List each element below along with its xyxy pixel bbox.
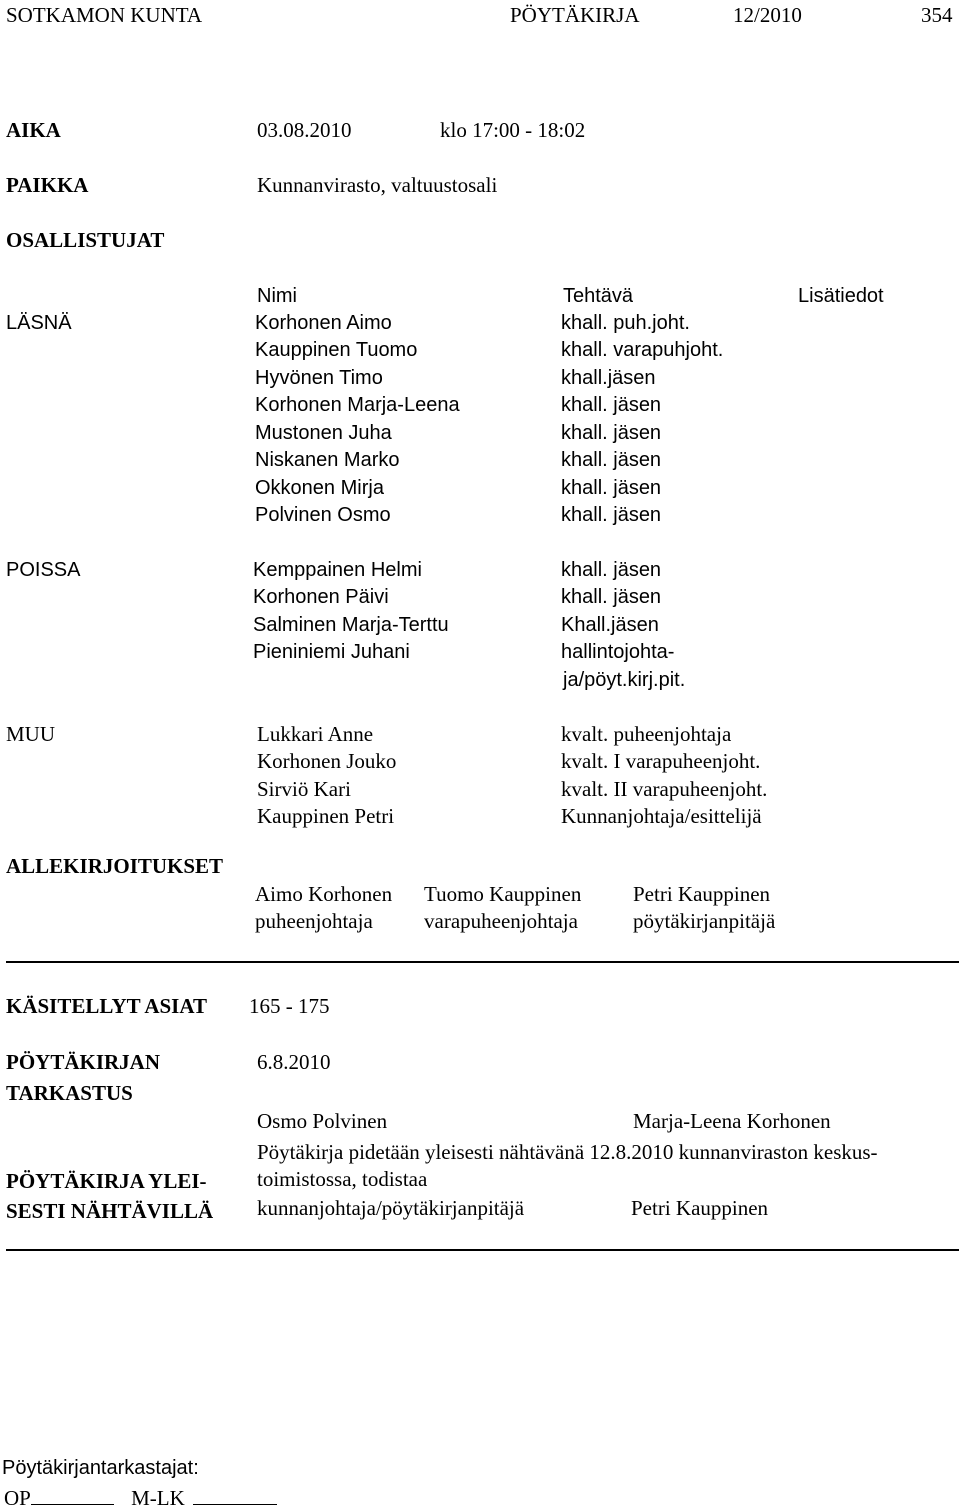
reviewers-label: Pöytäkirjantarkastajat: [2,1457,199,1479]
absent-role: Khall.jäsen [561,614,659,636]
page-number: 354 [921,3,953,27]
absent-label: POISSA [6,559,81,581]
section-divider [6,961,959,963]
present-role: khall. jäsen [561,449,662,471]
matters-label: KÄSITELLYT ASIAT [6,994,207,1018]
present-name: Kauppinen Tuomo [255,339,418,361]
column-header-role: Tehtävä [563,285,634,307]
absent-name: Kemppainen Helmi [253,559,422,581]
signature-title: varapuheenjohtaja [424,909,578,933]
absent-role: hallintojohta- [561,641,675,663]
initials-mlk: M-LK [131,1486,185,1510]
participants-heading: OSALLISTUJAT [6,228,165,252]
present-role: khall. jäsen [561,422,662,444]
present-label: LÄSNÄ [6,312,72,334]
present-name: Polvinen Osmo [255,504,391,526]
public-text-line2: toimistossa, todistaa [257,1167,428,1191]
document-type: PÖYTÄKIRJA [510,3,640,27]
signature-title: puheenjohtaja [255,909,373,933]
review-label-line1: PÖYTÄKIRJAN [6,1050,161,1074]
meeting-date: 03.08.2010 [257,118,352,142]
other-role: kvalt. I varapuheenjoht. [561,749,761,773]
organization-name: SOTKAMON KUNTA [6,3,203,27]
column-header-name: Nimi [257,285,297,307]
initials-op: OP [4,1486,31,1510]
section-divider [6,1249,959,1251]
present-role: khall. jäsen [561,394,662,416]
public-label-line1: PÖYTÄKIRJA YLEI- [6,1169,207,1193]
review-label-line2: TARKASTUS [6,1081,133,1105]
other-role: kvalt. puheenjohtaja [561,722,732,746]
public-signer-title: kunnanjohtaja/pöytäkirjanpitäjä [257,1196,525,1220]
present-role: khall. jäsen [561,477,662,499]
other-name: Korhonen Jouko [257,749,397,773]
reviewer-name: Osmo Polvinen [257,1109,388,1133]
signatures-heading: ALLEKIRJOITUKSET [6,854,224,878]
initials-blank-line [31,1486,114,1505]
meeting-time: klo 17:00 - 18:02 [440,118,586,142]
present-name: Okkonen Mirja [255,477,384,499]
public-label-line2: SESTI NÄHTÄVILLÄ [6,1199,214,1223]
other-label: MUU [6,722,56,746]
present-name: Korhonen Marja-Leena [255,394,460,416]
other-name: Lukkari Anne [257,722,374,746]
place-label: PAIKKA [6,173,89,197]
public-text-line1: Pöytäkirja pidetään yleisesti nähtävänä 12.8.2010 kunnanviraston keskus- [257,1140,878,1164]
other-role: Kunnanjohtaja/esittelijä [561,804,762,828]
present-role: khall. puh.joht. [561,312,690,334]
signature-name: Petri Kauppinen [633,882,771,906]
column-header-info: Lisätiedot [798,285,884,307]
reviewer-initials-field [4,1486,277,1509]
present-role: khall.jäsen [561,367,656,389]
absent-role: khall. jäsen [561,586,662,608]
signature-name: Aimo Korhonen [255,882,393,906]
time-label: AIKA [6,118,61,142]
absent-name: Salminen Marja-Terttu [253,614,449,636]
meeting-place: Kunnanvirasto, valtuustosali [257,173,498,197]
signature-name: Tuomo Kauppinen [424,882,582,906]
public-signer-name: Petri Kauppinen [631,1196,769,1220]
reviewer-name: Marja-Leena Korhonen [633,1109,831,1133]
matters-range: 165 - 175 [249,994,330,1018]
initials-blank-line [193,1486,277,1505]
signature-title: pöytäkirjanpitäjä [633,909,776,933]
minutes-number: 12/2010 [733,3,802,27]
present-role: khall. varapuhjoht. [561,339,724,361]
absent-name: Pieniniemi Juhani [253,641,410,663]
absent-role-continued: ja/pöyt.kirj.pit. [563,669,686,691]
present-name: Mustonen Juha [255,422,392,444]
other-name: Kauppinen Petri [257,804,395,828]
present-name: Niskanen Marko [255,449,400,471]
other-name: Sirviö Kari [257,777,351,801]
present-role: khall. jäsen [561,504,662,526]
absent-name: Korhonen Päivi [253,586,389,608]
other-role: kvalt. II varapuheenjoht. [561,777,768,801]
present-name: Hyvönen Timo [255,367,383,389]
present-name: Korhonen Aimo [255,312,392,334]
absent-role: khall. jäsen [561,559,662,581]
review-date: 6.8.2010 [257,1050,331,1074]
